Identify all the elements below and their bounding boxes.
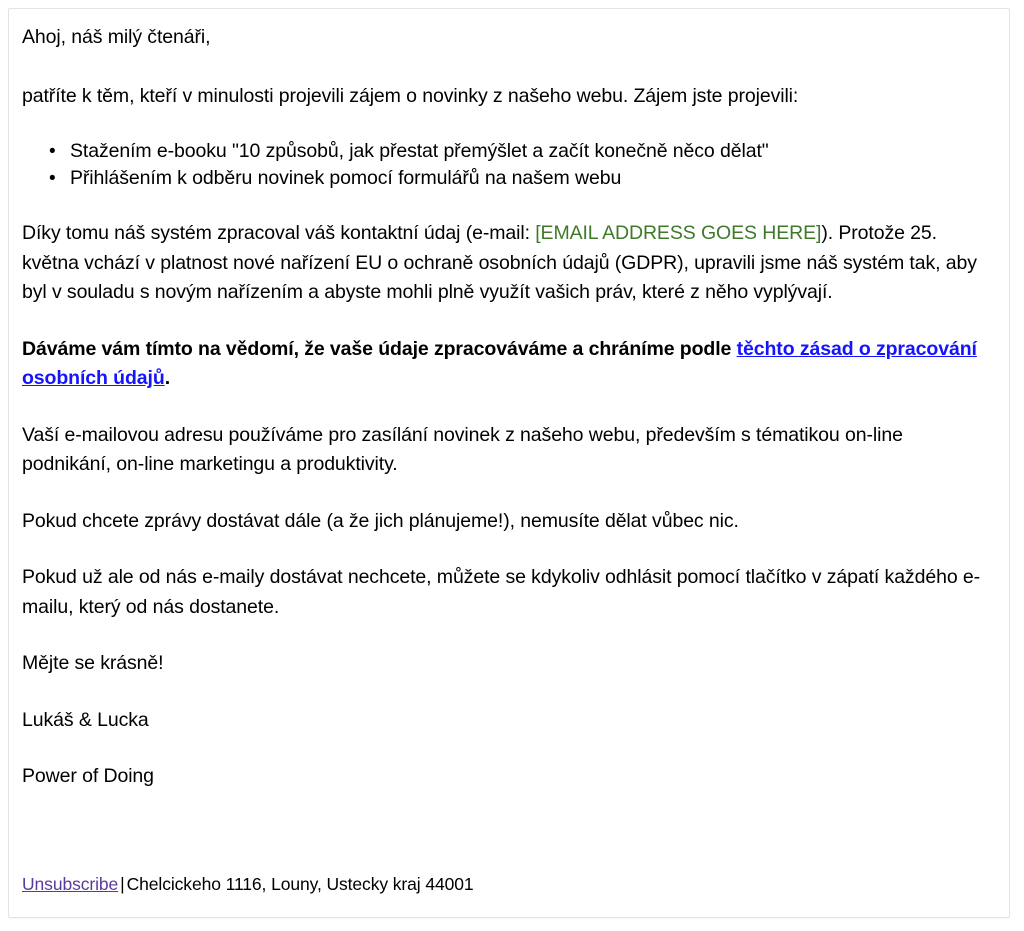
email-preview-card xyxy=(8,8,1010,918)
spacer xyxy=(22,536,995,563)
gdpr-text-after: ). Protože 25. května vchází v platnost nové nařízení EU o ochraně osobních údajů (GDPR), upravili jsme náš systém tak, aby byl v souladu s novým nařízením a abyste mohli plně využít vašich práv, které z něho vyplývají. xyxy=(22,222,977,303)
spacer xyxy=(22,308,995,335)
unsubscribe-paragraph: Pokud už ale od nás e-maily dostávat nechcete, můžete se kdykoliv odhlásit pomocí tlačítko v zápatí každého e-mailu, který od nás dostanete. xyxy=(22,566,981,618)
intro-text: patříte k těm, kteří v minulosti projevili zájem o novinky z našeho webu. Zájem jste projevili: xyxy=(22,84,799,107)
email-body xyxy=(9,9,1009,792)
spacer xyxy=(22,394,995,421)
continue-paragraph: Pokud chcete zprávy dostávat dále (a že jich plánujeme!), nemusíte dělat vůbec nic. xyxy=(22,509,739,532)
email-footer xyxy=(22,872,474,896)
spacer xyxy=(22,735,995,762)
email-address-placeholder: [EMAIL ADDRESS GOES HERE] xyxy=(535,222,822,244)
greeting-text: Ahoj, náš milý čtenáři, xyxy=(22,26,211,48)
signature-brand: Power of Doing xyxy=(22,765,154,787)
spacer xyxy=(22,679,995,706)
signature-names: Lukáš & Lucka xyxy=(22,708,149,731)
notice-text-after: . xyxy=(164,367,171,389)
privacy-notice-paragraph xyxy=(22,335,995,394)
closing-text: Mějte se krásně! xyxy=(22,652,164,674)
privacy-policy-link[interactable]: těchto zásad o zpracování osobních údajů xyxy=(22,337,977,389)
gdpr-paragraph xyxy=(22,219,995,308)
gdpr-text-before: Díky tomu náš systém zpracoval váš kontaktní údaj (e-mail: xyxy=(22,222,536,244)
unsubscribe-link[interactable]: Unsubscribe xyxy=(22,874,119,894)
spacer xyxy=(22,53,995,82)
spacer xyxy=(22,480,995,507)
footer-address: Chelcickeho 1116, Louny, Ustecky kraj 44001 xyxy=(126,874,474,894)
spacer xyxy=(22,622,995,649)
interest-list xyxy=(22,138,995,192)
notice-text-before: Dáváme vám tímto na vědomí, že vaše údaje zpracováváme a chráníme podle xyxy=(22,337,737,360)
spacer xyxy=(22,192,995,219)
list-item: • Stažením e-booku "10 způsobů, jak přestat přemýšlet a začít konečně něco dělat" xyxy=(70,138,995,165)
list-item: • Přihlášením k odběru novinek pomocí formulářů na našem webu xyxy=(70,165,995,192)
usage-paragraph: Vaší e-mailovou adresu používáme pro zasílání novinek z našeho webu, především s tématikou on-line podnikání, on-line marketingu a produktivity. xyxy=(22,423,903,475)
footer-separator: | xyxy=(120,874,125,894)
spacer xyxy=(22,111,995,138)
